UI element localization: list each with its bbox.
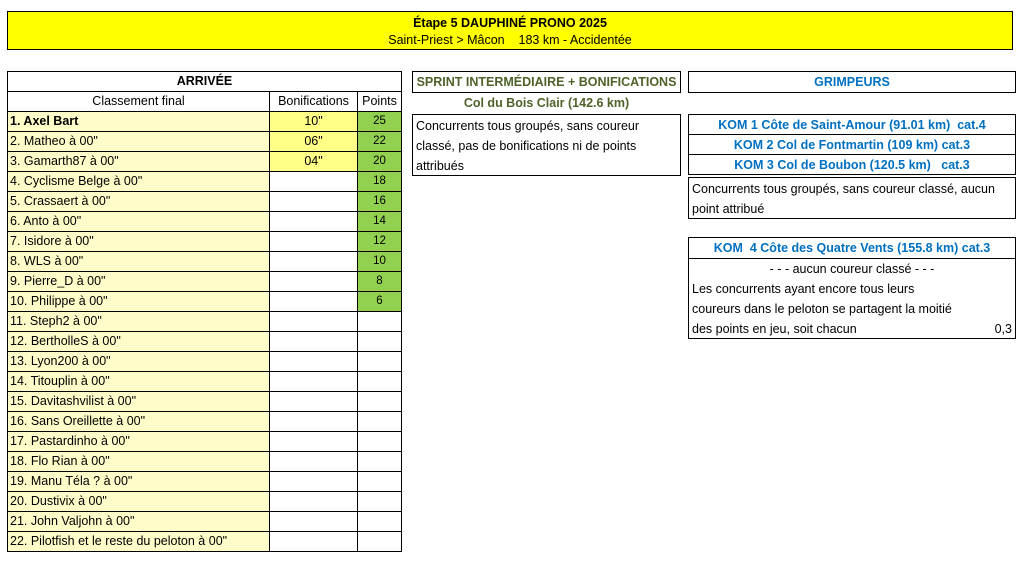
rider-bonus [270,512,358,532]
table-row [8,492,402,512]
kom4-text-line: des points en jeu, soit chacun [692,322,857,336]
rider-bonus [270,212,358,232]
rider-bonus [270,452,358,472]
rider-points: 6 [358,292,402,312]
sprint-text-line: classé, pas de bonifications ni de points [416,139,637,153]
rider-points: 22 [358,132,402,152]
rider-points [358,492,402,512]
rider-points: 8 [358,272,402,292]
sprint-text-line: Concurrents tous groupés, sans coureur [416,119,640,133]
table-row [8,252,402,272]
table-row [8,332,402,352]
rider-name: 20. Dustivix à 00" [8,492,270,512]
kom4-points-value: 0,3 [994,322,1012,336]
sprint-text-line: attribués [416,159,464,173]
kom4-text-row [689,319,1015,339]
table-row [8,112,402,132]
kom123-text-line: point attribué [692,202,765,216]
rider-points: 20 [358,152,402,172]
kom3-box [688,154,1016,175]
table-row [8,372,402,392]
table-row [8,152,402,172]
kom4-none-label: - - - aucun coureur classé - - - [769,262,935,276]
table-row [8,232,402,252]
rider-bonus [270,472,358,492]
rider-bonus [270,192,358,212]
sprint-location: Col du Bois Clair (142.6 km) [463,96,630,110]
rider-name: 5. Crassaert à 00" [8,192,270,212]
rider-bonus [270,352,358,372]
arrivee-table [7,71,402,552]
rider-name: 14. Titouplin à 00" [8,372,270,392]
rider-bonus: 10" [270,112,358,132]
rider-points: 16 [358,192,402,212]
table-row [8,512,402,532]
table-row [8,272,402,292]
rider-name: 22. Pilotfish et le reste du peloton à 00" [8,532,270,552]
rider-points [358,312,402,332]
col-header-bonus: Bonifications [270,92,358,112]
sprint-panel [412,71,681,93]
rider-bonus [270,172,358,192]
rider-name: 16. Sans Oreillette à 00" [8,412,270,432]
rider-name: 10. Philippe à 00" [8,292,270,312]
grimpeurs-title-box [688,71,1016,93]
table-row [8,312,402,332]
grimpeurs-title: GRIMPEURS [814,75,890,89]
rider-name: 19. Manu Téla ? à 00" [8,472,270,492]
rider-bonus [270,492,358,512]
rider-points: 14 [358,212,402,232]
table-row [8,192,402,212]
rider-bonus [270,392,358,412]
table-row [8,392,402,412]
sprint-text-box [412,114,681,176]
stage-header [7,11,1013,50]
rider-points: 12 [358,232,402,252]
rider-points [358,412,402,432]
kom2-box [688,134,1016,155]
rider-name: 11. Steph2 à 00" [8,312,270,332]
rider-points [358,512,402,532]
rider-bonus [270,432,358,452]
rider-points [358,472,402,492]
rider-points: 18 [358,172,402,192]
rider-name: 17. Pastardinho à 00" [8,432,270,452]
rider-points [358,332,402,352]
rider-bonus [270,232,358,252]
rider-bonus [270,372,358,392]
rider-bonus [270,252,358,272]
rider-name: 2. Matheo à 00" [8,132,270,152]
kom4-label: KOM 4 Côte des Quatre Vents (155.8 km) cat.3 [689,238,1015,259]
rider-points: 10 [358,252,402,272]
rider-name: 18. Flo Rian à 00" [8,452,270,472]
rider-points: 25 [358,112,402,132]
kom4-text-line: coureurs dans le peloton se partagent la moitié [692,302,952,316]
table-row [8,132,402,152]
rider-name: 7. Isidore à 00" [8,232,270,252]
rider-bonus [270,412,358,432]
table-row [8,172,402,192]
rider-name: 8. WLS à 00" [8,252,270,272]
kom123-text-line: Concurrents tous groupés, sans coureur classé, aucun [692,182,995,196]
table-row [8,412,402,432]
rider-name: 13. Lyon200 à 00" [8,352,270,372]
rider-points [358,532,402,552]
kom1-box [688,114,1016,135]
rider-name: 21. John Valjohn à 00" [8,512,270,532]
table-row [8,432,402,452]
rider-bonus [270,292,358,312]
rider-points [358,372,402,392]
rider-name: 4. Cyclisme Belge à 00" [8,172,270,192]
rider-name: 12. BertholleS à 00" [8,332,270,352]
rider-name: 1. Axel Bart [8,112,270,132]
table-row [8,352,402,372]
rider-bonus: 06" [270,132,358,152]
sprint-title: SPRINT INTERMÉDIAIRE + BONIFICATIONS [416,75,677,89]
stage-title: Étape 5 DAUPHINÉ PRONO 2025 [413,16,607,30]
stage-subtitle: Saint-Priest > Mâcon 183 km - Accidentée [388,33,632,47]
rider-name: 3. Gamarth87 à 00" [8,152,270,172]
rider-bonus [270,272,358,292]
kom4-text-line: Les concurrents ayant encore tous leurs [692,282,915,296]
table-row [8,472,402,492]
table-row [8,212,402,232]
col-header-points: Points [358,92,402,112]
kom2-label: KOM 2 Col de Fontmartin (109 km) cat.3 [733,138,971,152]
rider-name: 6. Anto à 00" [8,212,270,232]
rider-points [358,352,402,372]
kom123-text-box [688,177,1016,219]
rider-points [358,432,402,452]
rider-name: 9. Pierre_D à 00" [8,272,270,292]
rider-bonus [270,532,358,552]
table-row [8,452,402,472]
rider-points [358,392,402,412]
rider-name: 15. Davitashvilist à 00" [8,392,270,412]
rider-bonus: 04" [270,152,358,172]
kom4-box [688,237,1016,339]
rider-bonus [270,332,358,352]
col-header-name: Classement final [8,92,270,112]
kom3-label: KOM 3 Col de Boubon (120.5 km) cat.3 [734,158,970,172]
rider-bonus [270,312,358,332]
kom1-label: KOM 1 Côte de Saint-Amour (91.01 km) cat.4 [718,118,986,132]
table-row [8,292,402,312]
rider-points [358,452,402,472]
arrivee-title: ARRIVÉE [8,72,402,92]
table-row [8,532,402,552]
